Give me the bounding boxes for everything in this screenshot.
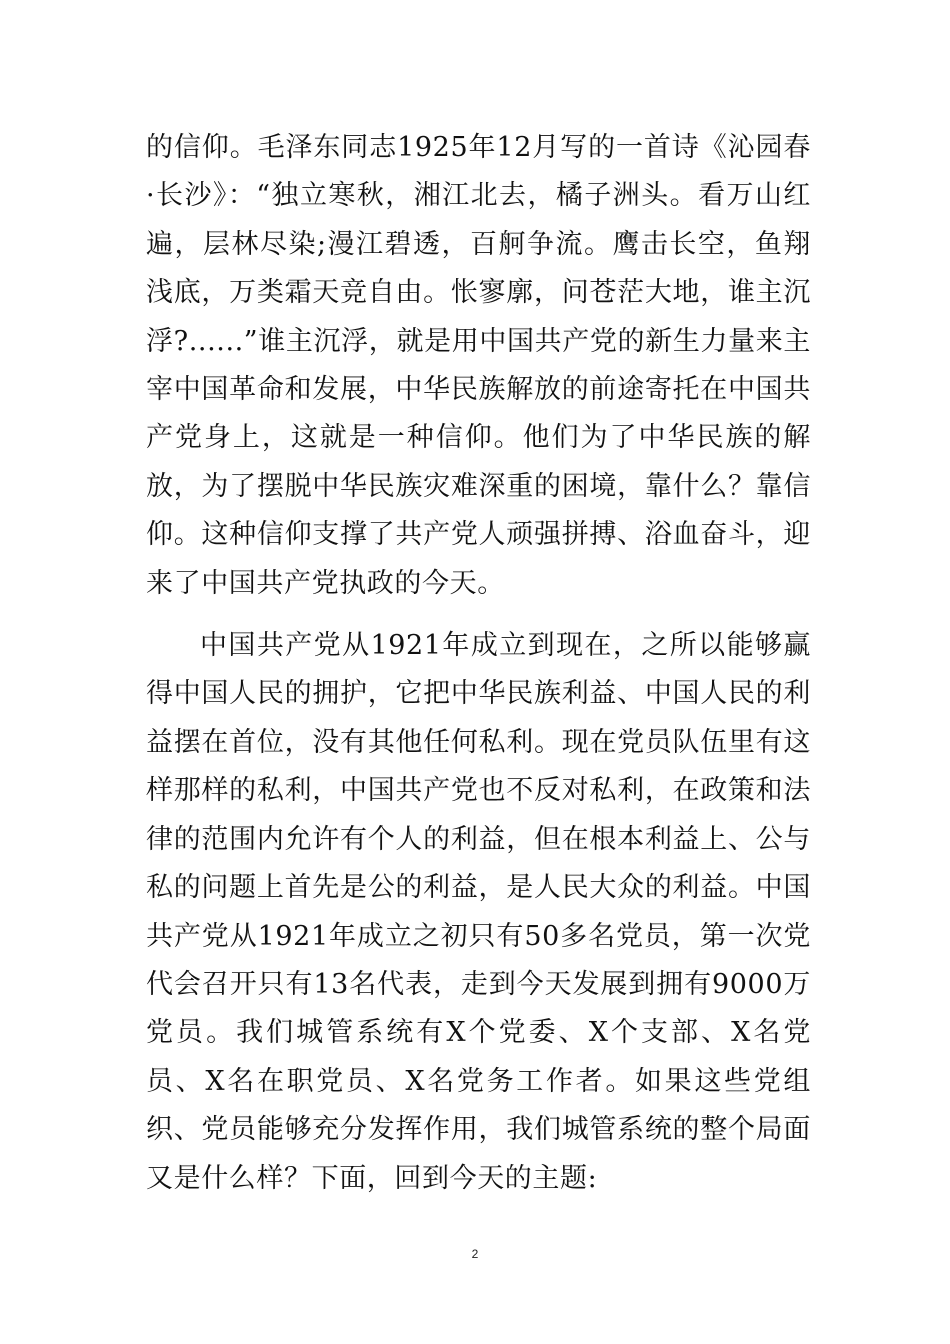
page-number: 2: [471, 1247, 479, 1261]
paragraph-party-history: 中国共产党从1921年成立到现在，之所以能够赢得中国人民的拥护，它把中华民族利益、中国人民的利益摆在首位，没有其他任何私利。现在党员队伍里有这样那样的私利，中国共产党也不反对私利，在政策和法律的范围内允许有个人的利益，但在根本利益上、公与私的问题上首先是公的利益，是人民大众的利益。中国共产党从1921年成立之初只有50多名党员，第一次党代会召开只有13名代表，走到今天发展到拥有9000万党员。我们城管系统有X个党委、X个支部、X名党员、X名在职党员、X名党务工作者。如果这些党组织、党员能够充分发挥作用，我们城管系统的整个局面又是什么样？下面，回到今天的主题:: [146, 630, 811, 1194]
document-body: [146, 124, 811, 1203]
paragraph-belief: 的信仰。毛泽东同志1925年12月写的一首诗《沁园春·长沙》：“独立寒秋，湘江北去，橘子洲头。看万山红遍，层林尽染;漫江碧透，百舸争流。鹰击长空，鱼翔浅底，万类霜天竞自由。怅寥廓，问苍茫大地，谁主沉浮?......”谁主沉浮，就是用中国共产党的新生力量来主宰中国革命和发展，中华民族解放的前途寄托在中国共产党身上，这就是一种信仰。他们为了中华民族的解放，为了摆脱中华民族灾难深重的困境，靠什么？靠信仰。这种信仰支撑了共产党人顽强拼搏、浴血奋斗，迎来了中国共产党执政的今天。: [146, 132, 811, 599]
